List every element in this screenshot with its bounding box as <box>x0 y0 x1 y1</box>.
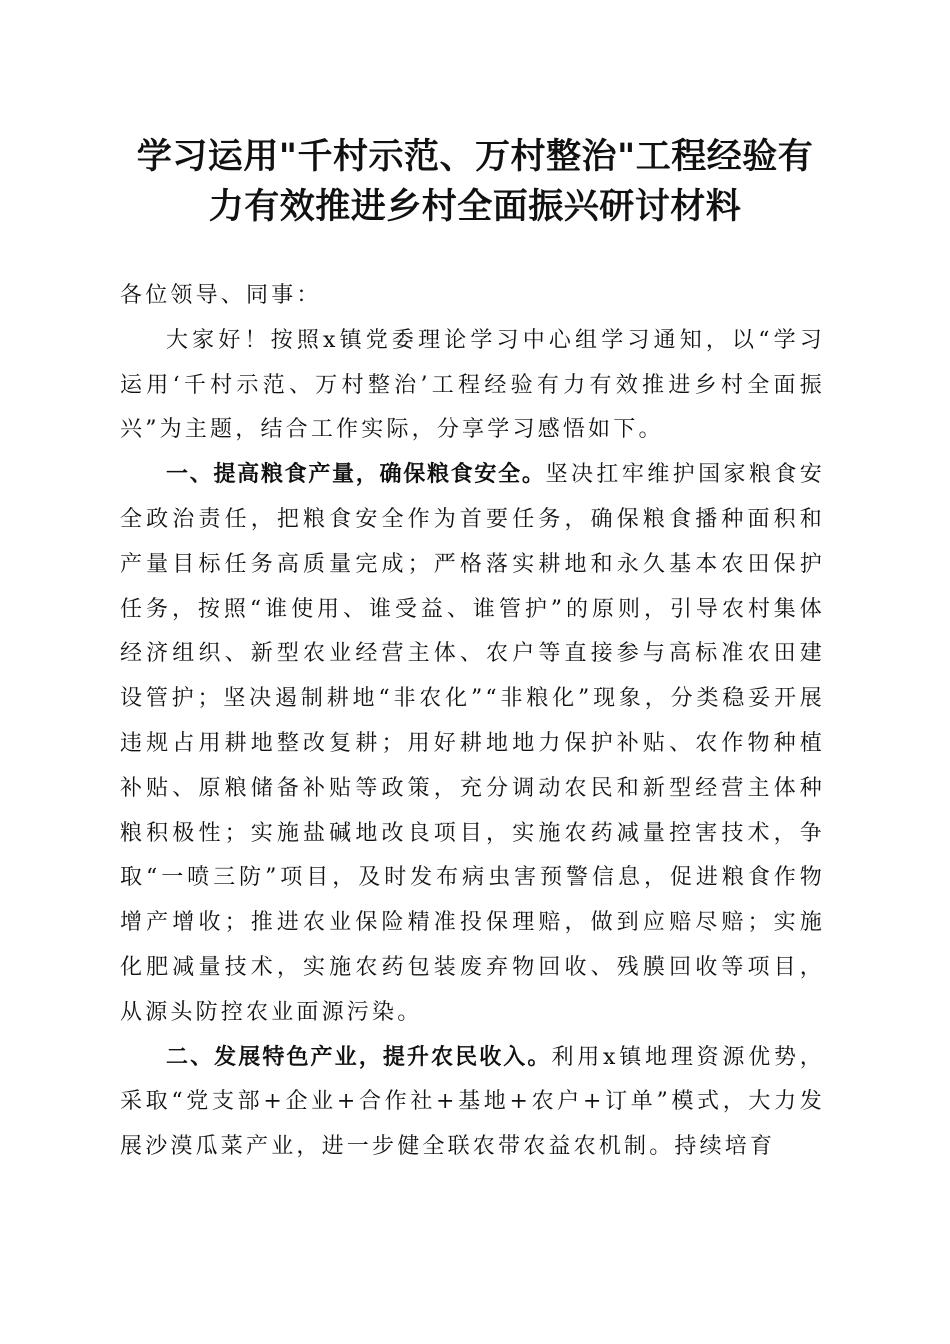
section-paragraph-1 <box>120 453 825 1035</box>
section-text-1: 坚决扛牢维护国家粮食安全政治责任，把粮食安全作为首要任务，确保粮食播种面积和产量目标任务高质量完成；严格落实耕地和永久基本农田保护任务，按照“谁使用、谁受益、谁管护”的原则，引导农村集体经济组织、新型农业经营主体、农户等直接参与高标准农田建设管护；坚决遏制耕地“非农化”“非粮化”现象，分类稳妥开展违规占用耕地整改复耕；用好耕地地力保护补贴、农作物种植补贴、原粮储备补贴等政策，充分调动农民和新型经营主体种粮积极性；实施盐碱地改良项目，实施农药减量控害技术，争取“一喷三防”项目，及时发布病虫害预警信息，促进粮食作物增产增收；推进农业保险精准投保理赔，做到应赔尽赔；实施化肥减量技术，实施农药包装废弃物回收、残膜回收等项目，从源头防控农业面源污染。 <box>120 462 825 1025</box>
title-line-2: 力有效推进乡村全面振兴研讨材料 <box>208 187 742 227</box>
section-heading-2: 二、发展特色产业，提升农民收入。 <box>166 1044 552 1070</box>
title-line-1: 学习运用"千村示范、万村整治"工程经验有 <box>136 137 814 177</box>
section-text-2: 利用x镇地理资源优势，采取“党支部+企业+合作社+基地+农户+订单”模式，大力发展沙漠瓜菜产业，进一步健全联农带农益农机制。持续培育 <box>120 1044 825 1160</box>
document-title <box>100 132 850 232</box>
section-heading-1: 一、提高粮食产量，确保粮食安全。 <box>166 462 546 488</box>
section-paragraph-2 <box>120 1036 825 1170</box>
intro-paragraph: 大家好！按照x镇党委理论学习中心组学习通知，以“学习运用‘千村示范、万村整治’工程经验有力有效推进乡村全面振兴”为主题，结合工作实际，分享学习感悟如下。 <box>120 327 825 443</box>
salutation: 各位领导、同事： <box>120 283 322 308</box>
document-body <box>120 274 825 1170</box>
